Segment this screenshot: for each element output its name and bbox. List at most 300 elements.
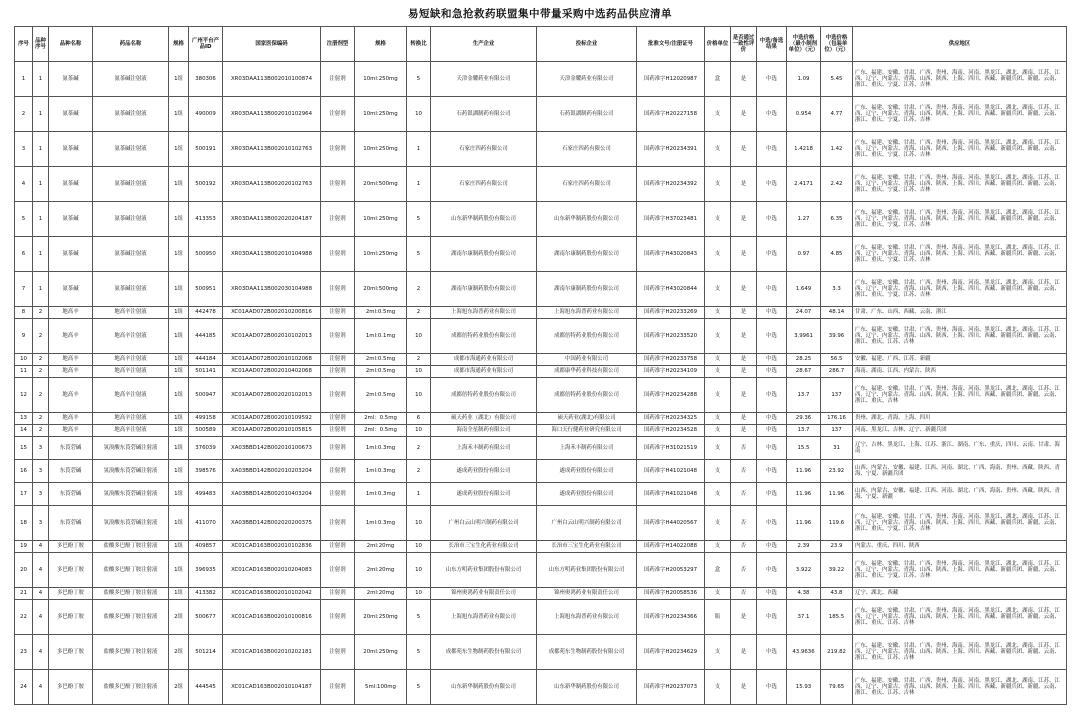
table-cell: 盐酸多巴酚丁胺注射液 xyxy=(93,588,169,600)
table-cell: 国药准字H41021048 xyxy=(637,483,705,506)
table-cell: 国药准字H20234528 xyxy=(637,425,705,437)
table-cell: XR03DAA113B002010102964 xyxy=(223,97,321,132)
table-cell: 支 xyxy=(705,483,731,506)
table-cell: 氨茶碱注射液 xyxy=(93,202,169,237)
table-cell: 中选 xyxy=(757,553,787,588)
table-cell: 1.42 xyxy=(821,132,853,167)
table-row xyxy=(15,167,1067,202)
table-cell: 413382 xyxy=(189,588,223,600)
column-header: 品种序号 xyxy=(33,27,49,62)
table-cell: 是 xyxy=(731,354,757,366)
table-cell: 盒 xyxy=(705,553,731,588)
table-cell: 支 xyxy=(705,237,731,272)
table-cell: 2 xyxy=(407,307,431,319)
table-cell: 10ml:250mg xyxy=(355,237,407,272)
table-cell: 28.67 xyxy=(787,366,821,378)
table-cell: 国药准字H20237073 xyxy=(637,670,705,705)
table-cell: 支 xyxy=(705,541,731,553)
table-row xyxy=(15,588,1067,600)
table-cell: 48.14 xyxy=(821,307,853,319)
table-cell: 24.07 xyxy=(787,307,821,319)
table-cell: 遂成药业股份有限公司 xyxy=(431,483,537,506)
table-cell: 19 xyxy=(15,541,33,553)
table-cell: 501141 xyxy=(189,366,223,378)
table-row xyxy=(15,62,1067,97)
table-cell: 否 xyxy=(731,553,757,588)
table-cell: 上海旭东海普药业有限公司 xyxy=(431,600,537,635)
table-cell: 山东方明药业集团股份有限公司 xyxy=(431,553,537,588)
table-cell: 中选 xyxy=(757,635,787,670)
table-cell: 119.6 xyxy=(821,506,853,541)
table-cell: 500589 xyxy=(189,425,223,437)
table-cell: 2 xyxy=(33,425,49,437)
table-cell: 500191 xyxy=(189,132,223,167)
table-cell: 中选 xyxy=(757,588,787,600)
table-cell: 国药准字H20233520 xyxy=(637,319,705,354)
column-header: 供应地区 xyxy=(853,27,1067,62)
table-cell: 遂成药业股份有限公司 xyxy=(537,460,637,483)
table-cell: 444184 xyxy=(189,354,223,366)
table-cell: XC01CAD163B002010202181 xyxy=(223,635,321,670)
table-cell: 1组 xyxy=(169,132,189,167)
table-cell: 中选 xyxy=(757,600,787,635)
table-cell: 国药准字H37023481 xyxy=(637,202,705,237)
table-cell: 中选 xyxy=(757,541,787,553)
table-cell: XC01AAD072B002010105815 xyxy=(223,425,321,437)
table-cell: 2ml：0.5mg xyxy=(355,425,407,437)
table-cell: 是 xyxy=(731,237,757,272)
table-cell: 6 xyxy=(15,237,33,272)
table-cell: 43.8 xyxy=(821,588,853,600)
table-cell: 石家庄四药有限公司 xyxy=(537,167,637,202)
table-cell: 286.7 xyxy=(821,366,853,378)
table-cell: 2ml:0.5mg xyxy=(355,378,407,413)
table-cell: 23 xyxy=(15,635,33,670)
table-cell: 成都市海通药业有限公司 xyxy=(431,354,537,366)
table-row xyxy=(15,237,1067,272)
table-cell: 3.9961 xyxy=(787,319,821,354)
supply-region-cell: 辽宁、湖北、西藏 xyxy=(853,588,1067,600)
table-cell: 1ml:0.3mg xyxy=(355,506,407,541)
table-cell: 10 xyxy=(407,541,431,553)
table-cell: 上海旭东海普药业有限公司 xyxy=(537,307,637,319)
table-cell: 湖南尔康制药股份有限公司 xyxy=(431,237,537,272)
table-cell: 遂成药业股份有限公司 xyxy=(537,483,637,506)
column-header: 投标企业 xyxy=(537,27,637,62)
table-cell: 中选 xyxy=(757,307,787,319)
table-cell: 1 xyxy=(407,167,431,202)
table-cell: 是 xyxy=(731,670,757,705)
table-cell: XC01CAD163B002010102836 xyxy=(223,541,321,553)
table-cell: 10ml:250mg xyxy=(355,132,407,167)
table-cell: 地高辛 xyxy=(49,413,93,425)
table-cell: 12 xyxy=(15,378,33,413)
table-cell: 14 xyxy=(15,425,33,437)
table-cell: 1组 xyxy=(169,483,189,506)
table-cell: 注射剂 xyxy=(321,62,355,97)
supply-region-cell: 山西、内蒙古、安徽、福建、江西、河南、湖北、广西、海南、贵州、西藏、陕西、青海、宁夏、新疆 xyxy=(853,483,1067,506)
table-cell: 多巴酚丁胺 xyxy=(49,588,93,600)
table-cell: 支 xyxy=(705,167,731,202)
table-cell: 是 xyxy=(731,635,757,670)
table-row xyxy=(15,272,1067,307)
table-cell: 79.65 xyxy=(821,670,853,705)
column-header: 是否通过一致性评价 xyxy=(731,27,757,62)
table-cell: 3.3 xyxy=(821,272,853,307)
table-cell: 注射剂 xyxy=(321,670,355,705)
supply-region-cell: 山西、内蒙古、安徽、福建、江西、河南、湖北、广西、海南、贵州、西藏、陕西、青海、宁夏、新疆兵团 xyxy=(853,460,1067,483)
table-cell: 成都苑东生物制药股份有限公司 xyxy=(431,635,537,670)
table-cell: 376039 xyxy=(189,437,223,460)
table-cell: 490009 xyxy=(189,97,223,132)
table-cell: 氨茶碱 xyxy=(49,202,93,237)
table-cell: 2 xyxy=(33,413,49,425)
table-cell: 地高辛 xyxy=(49,319,93,354)
table-row xyxy=(15,97,1067,132)
table-cell: 7 xyxy=(15,272,33,307)
table-cell: 国药准字H20234392 xyxy=(637,167,705,202)
table-cell: 东莨菪碱 xyxy=(49,437,93,460)
table-cell: 广州白云山明兴制药有限公司 xyxy=(537,506,637,541)
supply-region-cell: 广东、福建、安徽、甘肃、广西、贵州、海南、河南、黑龙江、湖北、湖南、江苏、江西、辽宁、内蒙古、青海、山西、陕西、上海、四川、西藏、新疆兵团、新疆、云南、浙江、重庆、宁夏、江苏、吉林 xyxy=(853,272,1067,307)
table-cell: 13 xyxy=(15,413,33,425)
table-row xyxy=(15,378,1067,413)
table-cell: 380306 xyxy=(189,62,223,97)
table-cell: 国药准字H41021048 xyxy=(637,460,705,483)
table-cell: 4 xyxy=(33,635,49,670)
table-cell: 氢溴酸东莨菪碱注射液 xyxy=(93,483,169,506)
table-cell: 否 xyxy=(731,506,757,541)
table-cell: 中选 xyxy=(757,354,787,366)
column-header: 价格单位 xyxy=(705,27,731,62)
table-cell: 盐酸多巴酚丁胺注射液 xyxy=(93,600,169,635)
table-cell: 1 xyxy=(33,167,49,202)
table-cell: 28.25 xyxy=(787,354,821,366)
table-cell: 442478 xyxy=(189,307,223,319)
table-cell: 11.96 xyxy=(787,506,821,541)
table-cell: 注射剂 xyxy=(321,506,355,541)
table-cell: 1组 xyxy=(169,272,189,307)
supply-region-cell: 广东、福建、安徽、甘肃、广西、贵州、海南、河南、黑龙江、湖北、湖南、江苏、江西、辽宁、内蒙古、青海、山西、陕西、上海、四川、西藏、新疆兵团、新疆、云南、浙江、重庆、江苏、吉林 xyxy=(853,635,1067,670)
table-cell: 国药准字H20234288 xyxy=(637,378,705,413)
table-cell: 石家庄四药有限公司 xyxy=(431,132,537,167)
table-cell: 是 xyxy=(731,202,757,237)
supply-region-cell: 广东、福建、安徽、甘肃、广西、贵州、海南、河南、黑龙江、湖北、湖南、江苏、江西、辽宁、内蒙古、青海、山西、陕西、上海、四川、西藏、新疆兵团、新疆、云南、浙江、重庆、宁夏、江苏、吉林 xyxy=(853,506,1067,541)
table-cell: 2ml:20mg xyxy=(355,553,407,588)
table-cell: 43.9636 xyxy=(787,635,821,670)
table-cell: 2.39 xyxy=(787,541,821,553)
table-cell: XA03BBD142B002010203204 xyxy=(223,460,321,483)
table-row xyxy=(15,202,1067,237)
table-cell: 2ml:20mg xyxy=(355,541,407,553)
table-cell: 锦州奥鸿药业有限责任公司 xyxy=(431,588,537,600)
supply-region-cell: 广东、福建、安徽、甘肃、广西、贵州、海南、河南、黑龙江、湖北、湖南、江苏、江西、辽宁、内蒙古、青海、山西、陕西、上海、四川、西藏、新疆兵团、新疆、云南、浙江、重庆、宁夏、江苏、吉林 xyxy=(853,97,1067,132)
table-cell: 注射剂 xyxy=(321,366,355,378)
table-cell: 20ml:500mg xyxy=(355,272,407,307)
table-cell: 否 xyxy=(731,460,757,483)
table-cell: 1组 xyxy=(169,425,189,437)
table-cell: 国药准字H20227158 xyxy=(637,97,705,132)
table-cell: 3 xyxy=(15,132,33,167)
table-cell: 支 xyxy=(705,460,731,483)
table-cell: 500192 xyxy=(189,167,223,202)
table-cell: 注射剂 xyxy=(321,541,355,553)
table-cell: 15.5 xyxy=(787,437,821,460)
table-cell: 地高辛注射液 xyxy=(93,307,169,319)
table-cell: 支 xyxy=(705,437,731,460)
table-cell: 21 xyxy=(15,588,33,600)
table-cell: 413353 xyxy=(189,202,223,237)
table-cell: 多巴酚丁胺 xyxy=(49,600,93,635)
table-header-row xyxy=(15,27,1067,62)
table-cell: 8 xyxy=(15,307,33,319)
table-cell: 10ml:250mg xyxy=(355,97,407,132)
table-cell: 注射剂 xyxy=(321,272,355,307)
table-cell: 5 xyxy=(407,670,431,705)
table-cell: 国药准字H20234325 xyxy=(637,413,705,425)
table-cell: 18 xyxy=(15,506,33,541)
column-header: 中选价格（最小制剂单位）（元） xyxy=(787,27,821,62)
table-cell: 2 xyxy=(407,437,431,460)
table-cell: 444185 xyxy=(189,319,223,354)
supply-region-cell: 内蒙古、重庆、四川、陕西 xyxy=(853,541,1067,553)
table-cell: 20ml:500mg xyxy=(355,167,407,202)
table-cell: 硕天药业(湖北)有限公司 xyxy=(537,413,637,425)
table-cell: 国药准字H20234366 xyxy=(637,600,705,635)
table-cell: 氨茶碱注射液 xyxy=(93,132,169,167)
table-cell: 天津金耀药业有限公司 xyxy=(537,62,637,97)
table-cell: XA03BBD142B002010100673 xyxy=(223,437,321,460)
table-cell: 56.5 xyxy=(821,354,853,366)
table-cell: 支 xyxy=(705,307,731,319)
table-cell: 2ml:0.5mg xyxy=(355,366,407,378)
table-cell: 注射剂 xyxy=(321,635,355,670)
supply-region-cell: 安徽、福建、广西、江苏、新疆 xyxy=(853,354,1067,366)
table-cell: 石药银湖制药有限公司 xyxy=(431,97,537,132)
table-cell: 地高辛注射液 xyxy=(93,366,169,378)
table-cell: 是 xyxy=(731,600,757,635)
table-cell: 上海旭东海普药业有限公司 xyxy=(431,307,537,319)
table-cell: 上海旭东海普药业有限公司 xyxy=(537,600,637,635)
table-cell: 支 xyxy=(705,635,731,670)
table-cell: 23.9 xyxy=(821,541,853,553)
table-cell: 国药准字H20234629 xyxy=(637,635,705,670)
table-cell: 176.16 xyxy=(821,413,853,425)
table-cell: 15.93 xyxy=(787,670,821,705)
table-cell: 137 xyxy=(821,425,853,437)
table-cell: 注射剂 xyxy=(321,588,355,600)
table-cell: 多巴酚丁胺 xyxy=(49,670,93,705)
table-cell: 地高辛注射液 xyxy=(93,354,169,366)
table-cell: 石家庄四药有限公司 xyxy=(537,132,637,167)
table-cell: 支 xyxy=(705,319,731,354)
table-cell: 1ml:0.3mg xyxy=(355,460,407,483)
table-cell: 22 xyxy=(15,600,33,635)
table-cell: 2ml：0.5mg xyxy=(355,413,407,425)
table-cell: 成都倍特药业股份有限公司 xyxy=(537,378,637,413)
table-cell: 37.1 xyxy=(787,600,821,635)
table-cell: 注射剂 xyxy=(321,460,355,483)
table-cell: XR03DAA113B002010104988 xyxy=(223,237,321,272)
table-cell: 成都倍特药业股份有限公司 xyxy=(537,319,637,354)
table-cell: 石药银湖制药有限公司 xyxy=(537,97,637,132)
table-cell: 注射剂 xyxy=(321,167,355,202)
table-cell: 219.82 xyxy=(821,635,853,670)
table-cell: 2 xyxy=(407,354,431,366)
table-cell: 501214 xyxy=(189,635,223,670)
table-cell: 成都康华药业科技有限公司 xyxy=(537,366,637,378)
table-cell: 3 xyxy=(33,483,49,506)
table-cell: 4 xyxy=(33,553,49,588)
table-cell: 15 xyxy=(15,437,33,460)
table-cell: 1 xyxy=(33,97,49,132)
table-cell: 2 xyxy=(33,366,49,378)
table-cell: 2组 xyxy=(169,670,189,705)
table-cell: 长治市三宝生化药业有限公司 xyxy=(431,541,537,553)
table-cell: 支 xyxy=(705,354,731,366)
table-cell: 10 xyxy=(407,319,431,354)
supply-table xyxy=(14,26,1067,705)
table-cell: XC01AAD072B002010109592 xyxy=(223,413,321,425)
table-cell: 13.7 xyxy=(787,425,821,437)
table-cell: 1组 xyxy=(169,97,189,132)
table-cell: 地高辛 xyxy=(49,366,93,378)
table-cell: 注射剂 xyxy=(321,553,355,588)
table-cell: 地高辛注射液 xyxy=(93,378,169,413)
table-cell: 是 xyxy=(731,62,757,97)
table-cell: 3 xyxy=(33,460,49,483)
table-cell: 11 xyxy=(15,366,33,378)
table-cell: 1组 xyxy=(169,413,189,425)
table-cell: 东莨菪碱 xyxy=(49,506,93,541)
table-cell: 500950 xyxy=(189,237,223,272)
table-cell: 湖南尔康制药股份有限公司 xyxy=(537,237,637,272)
table-cell: 1ml:0.1mg xyxy=(355,319,407,354)
table-cell: 上海禾丰制药有限公司 xyxy=(431,437,537,460)
table-cell: 5 xyxy=(407,202,431,237)
table-cell: 0.954 xyxy=(787,97,821,132)
table-row xyxy=(15,437,1067,460)
table-cell: 2.42 xyxy=(821,167,853,202)
table-cell: 3.922 xyxy=(787,553,821,588)
table-cell: 氢溴酸东莨菪碱注射液 xyxy=(93,460,169,483)
table-cell: XR03DAA113B002010102763 xyxy=(223,132,321,167)
table-cell: 国药准字H12020987 xyxy=(637,62,705,97)
table-cell: 1ml:0.3mg xyxy=(355,483,407,506)
table-cell: 国药准字H14022088 xyxy=(637,541,705,553)
table-cell: 支 xyxy=(705,366,731,378)
table-cell: 中选 xyxy=(757,202,787,237)
table-row xyxy=(15,635,1067,670)
table-cell: 支 xyxy=(705,425,731,437)
table-cell: 注射剂 xyxy=(321,413,355,425)
column-header: 规格 xyxy=(169,27,189,62)
table-cell: 中选 xyxy=(757,97,787,132)
column-header: 中选价格（包装单位）（元） xyxy=(821,27,853,62)
table-cell: 注射剂 xyxy=(321,483,355,506)
table-cell: 是 xyxy=(731,97,757,132)
table-cell: 1.649 xyxy=(787,272,821,307)
table-cell: 东莨菪碱 xyxy=(49,483,93,506)
table-cell: 2.4171 xyxy=(787,167,821,202)
table-cell: 中选 xyxy=(757,460,787,483)
table-cell: 10 xyxy=(407,553,431,588)
table-cell: 国药准字H44020567 xyxy=(637,506,705,541)
table-cell: 注射剂 xyxy=(321,437,355,460)
table-cell: 地高辛注射液 xyxy=(93,319,169,354)
table-cell: 氨茶碱注射液 xyxy=(93,97,169,132)
table-row xyxy=(15,425,1067,437)
table-cell: 湖南尔康制药股份有限公司 xyxy=(431,272,537,307)
table-cell: 2 xyxy=(33,378,49,413)
table-cell: XC01AAD072B002010102013 xyxy=(223,319,321,354)
table-cell: 东莨菪碱 xyxy=(49,460,93,483)
supply-region-cell: 广东、福建、安徽、甘肃、广西、贵州、海南、河南、黑龙江、湖北、湖南、江苏、江西、辽宁、内蒙古、青海、山西、陕西、上海、四川、西藏、新疆兵团、新疆、云南、浙江、重庆、吉林 xyxy=(853,378,1067,413)
table-row xyxy=(15,553,1067,588)
table-cell: 2组 xyxy=(169,635,189,670)
table-cell: 0.97 xyxy=(787,237,821,272)
table-cell: 盐酸多巴酚丁胺注射液 xyxy=(93,670,169,705)
table-cell: 2 xyxy=(33,319,49,354)
table-cell: 1.4218 xyxy=(787,132,821,167)
table-cell: 国药准字H20233758 xyxy=(637,354,705,366)
table-cell: 10ml:250mg xyxy=(355,62,407,97)
table-cell: 注射剂 xyxy=(321,307,355,319)
table-cell: 注射剂 xyxy=(321,425,355,437)
table-cell: 国药准字H43020844 xyxy=(637,272,705,307)
table-cell: 4 xyxy=(15,167,33,202)
table-cell: 支 xyxy=(705,588,731,600)
table-cell: 396935 xyxy=(189,553,223,588)
table-cell: 398576 xyxy=(189,460,223,483)
table-cell: 29.36 xyxy=(787,413,821,425)
table-cell: 是 xyxy=(731,167,757,202)
table-cell: 1组 xyxy=(169,354,189,366)
table-cell: 1 xyxy=(33,202,49,237)
table-cell: 是 xyxy=(731,272,757,307)
table-cell: 1组 xyxy=(169,378,189,413)
table-cell: 中选 xyxy=(757,237,787,272)
table-cell: 4 xyxy=(33,600,49,635)
table-cell: 氢溴酸东莨菪碱注射液 xyxy=(93,437,169,460)
table-cell: 湖南尔康制药股份有限公司 xyxy=(537,272,637,307)
table-row xyxy=(15,354,1067,366)
table-cell: 国药准字H31021519 xyxy=(637,437,705,460)
table-cell: 注射剂 xyxy=(321,97,355,132)
table-cell: 185.5 xyxy=(821,600,853,635)
table-cell: 5ml:100mg xyxy=(355,670,407,705)
table-cell: 1 xyxy=(33,272,49,307)
table-cell: 成都苑东生物制药股份有限公司 xyxy=(537,635,637,670)
table-cell: 注射剂 xyxy=(321,319,355,354)
table-cell: 11.96 xyxy=(787,483,821,506)
table-cell: 盒 xyxy=(705,62,731,97)
table-cell: 中选 xyxy=(757,425,787,437)
table-cell: 是 xyxy=(731,307,757,319)
supply-region-cell: 甘肃、广东、山西、西藏、云南、浙江 xyxy=(853,307,1067,319)
table-cell: 1组 xyxy=(169,202,189,237)
table-cell: 10 xyxy=(407,425,431,437)
table-cell: 17 xyxy=(15,483,33,506)
column-header: 品种名称 xyxy=(49,27,93,62)
table-cell: 地高辛 xyxy=(49,425,93,437)
table-cell: 1 xyxy=(33,132,49,167)
table-cell: 10 xyxy=(407,378,431,413)
table-cell: 国药准字H20233269 xyxy=(637,307,705,319)
table-cell: 1组 xyxy=(169,307,189,319)
table-cell: 1组 xyxy=(169,167,189,202)
table-cell: XC01AAD072B002010402068 xyxy=(223,366,321,378)
